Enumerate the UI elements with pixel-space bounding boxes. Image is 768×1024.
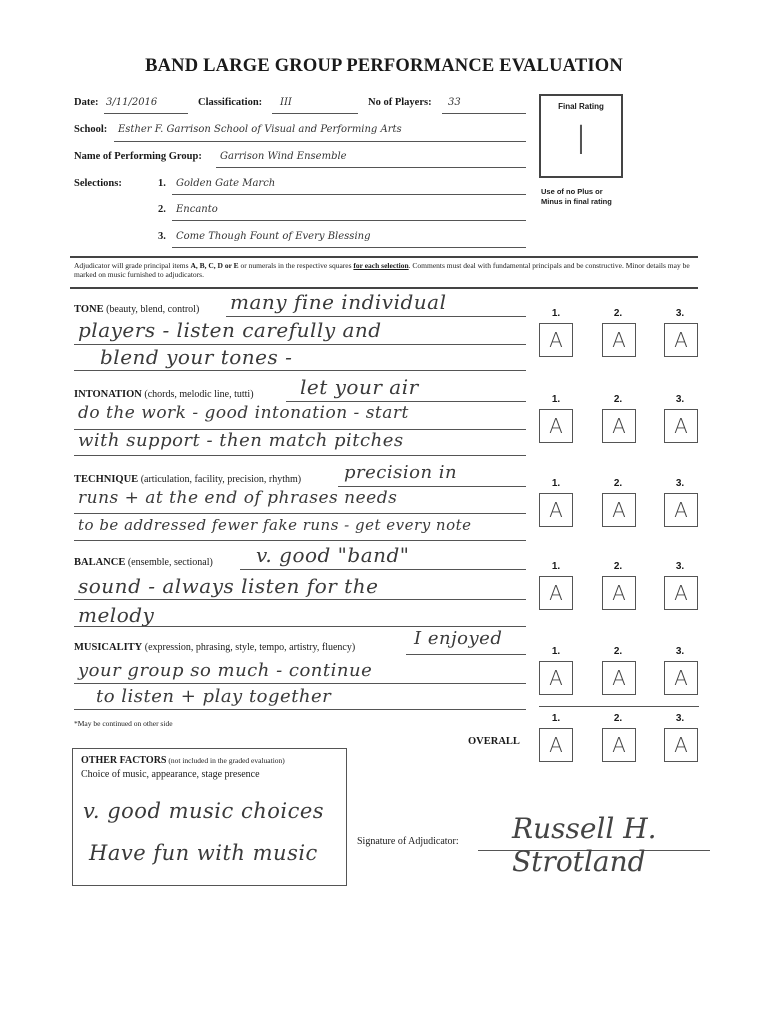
adjudicator-signature[interactable]: Russell H. Strotland: [512, 812, 657, 878]
column-number: 2.: [613, 561, 623, 572]
classification-underline: [272, 113, 358, 114]
comment-line[interactable]: let your air: [300, 375, 419, 399]
other-factors-subtitle: Choice of music, appearance, stage presence: [81, 769, 260, 780]
grade-box[interactable]: A: [664, 661, 698, 695]
instructions: Adjudicator will grade principal items A, B, C, D or E or numerals in the respective squares for each selection. Comments must deal with fundamental principals and be constructive. Minor details may be marked on music furnished to adjudicators.: [74, 261, 690, 279]
comment-underline: [74, 683, 526, 684]
category-desc: (chords, melodic line, tutti): [141, 389, 254, 400]
column-number: 2.: [613, 308, 623, 319]
comment-line[interactable]: runs + at the end of phrases needs: [78, 488, 398, 508]
other-factors-title: OTHER FACTORS: [81, 755, 167, 766]
comment-line[interactable]: players - listen carefully and: [78, 318, 382, 342]
group-value[interactable]: Garrison Wind Ensemble: [220, 151, 347, 162]
selection-title[interactable]: Golden Gate March: [176, 178, 276, 189]
comment-underline: [74, 540, 526, 541]
school-label: School:: [74, 124, 108, 135]
grade-box[interactable]: A: [602, 323, 636, 357]
column-number: 1.: [551, 646, 561, 657]
comment-line[interactable]: to be addressed fewer fake runs - get every note: [78, 516, 472, 534]
selection-underline: [172, 220, 526, 221]
signature-label: Signature of Adjudicator:: [357, 836, 459, 847]
comment-line[interactable]: sound - always listen for the: [78, 574, 379, 598]
comment-line[interactable]: blend your tones -: [100, 345, 293, 369]
comment-underline: [74, 626, 526, 627]
comment-underline: [74, 709, 526, 710]
other-factors-note: (not included in the graded evaluation): [166, 756, 285, 765]
column-number: 1.: [551, 561, 561, 572]
comment-underline: [226, 316, 526, 317]
category-desc: (beauty, blend, control): [103, 304, 200, 315]
column-number: 3.: [675, 478, 685, 489]
continued-note: *May be continued on other side: [74, 719, 173, 728]
grade-box[interactable]: A: [602, 661, 636, 695]
overall-label: OVERALL: [468, 736, 520, 747]
column-number: 3.: [675, 713, 685, 724]
column-number: 1.: [551, 713, 561, 724]
comment-underline: [74, 455, 526, 456]
overall-grade-box[interactable]: A: [664, 728, 698, 762]
column-number: 1.: [551, 308, 561, 319]
column-number: 2.: [613, 646, 623, 657]
column-number: 2.: [613, 394, 623, 405]
selection-underline: [172, 247, 526, 248]
final-rating-box[interactable]: [539, 94, 623, 178]
date-underline: [104, 113, 188, 114]
category-desc: (ensemble, sectional): [125, 557, 213, 568]
column-number: 1.: [551, 478, 561, 489]
comment-underline: [240, 569, 526, 570]
column-number: 2.: [613, 713, 623, 724]
classification-value[interactable]: III: [280, 97, 292, 108]
category-desc: (expression, phrasing, style, tempo, artistry, fluency): [142, 642, 356, 653]
comment-line[interactable]: melody: [78, 603, 155, 627]
players-value[interactable]: 33: [448, 97, 461, 108]
final-rating-value: I: [575, 118, 587, 164]
column-number: 3.: [675, 646, 685, 657]
comment-underline: [74, 370, 526, 371]
final-rating-caption: Final Rating: [558, 102, 604, 111]
comment-line[interactable]: your group so much - continue: [78, 660, 373, 681]
group-label: Name of Performing Group:: [74, 151, 202, 162]
column-number: 3.: [675, 394, 685, 405]
group-underline: [216, 167, 526, 168]
selection-title[interactable]: Encanto: [176, 204, 218, 215]
grade-box[interactable]: A: [664, 409, 698, 443]
category-desc: (articulation, facility, precision, rhythm): [138, 474, 302, 485]
selection-number: 2.: [158, 204, 166, 215]
grade-box[interactable]: A: [602, 493, 636, 527]
grade-box[interactable]: A: [539, 576, 573, 610]
selections-label: Selections:: [74, 178, 122, 189]
category-name: MUSICALITY: [74, 642, 143, 653]
comment-underline: [74, 513, 526, 514]
final-rating-note-1: Use of no Plus or: [541, 187, 603, 196]
comment-line[interactable]: with support - then match pitches: [78, 430, 404, 451]
column-number: 3.: [675, 561, 685, 572]
other-factors-comment: v. good music choices: [83, 799, 325, 823]
grade-box[interactable]: A: [539, 661, 573, 695]
divider: [70, 287, 698, 289]
grade-box[interactable]: A: [602, 576, 636, 610]
page-title: BAND LARGE GROUP PERFORMANCE EVALUATION: [145, 56, 623, 76]
grade-box[interactable]: A: [664, 323, 698, 357]
comment-underline: [286, 401, 526, 402]
grade-box[interactable]: A: [664, 576, 698, 610]
selection-title[interactable]: Come Though Fount of Every Blessing: [176, 231, 371, 242]
grade-box[interactable]: A: [602, 409, 636, 443]
comment-underline: [338, 486, 526, 487]
overall-rule: [539, 706, 699, 707]
selection-number: 1.: [158, 178, 166, 189]
category-name: TECHNIQUE: [74, 474, 139, 485]
comment-line[interactable]: to listen + play together: [96, 686, 332, 707]
selection-underline: [172, 194, 526, 195]
comment-underline: [406, 654, 526, 655]
players-underline: [442, 113, 526, 114]
school-underline: [114, 141, 526, 142]
overall-grade-box[interactable]: A: [539, 728, 573, 762]
comment-line[interactable]: precision in: [344, 462, 458, 483]
comment-line[interactable]: I enjoyed: [414, 628, 503, 649]
comment-line[interactable]: many fine individual: [230, 290, 447, 314]
grade-box[interactable]: A: [539, 409, 573, 443]
selection-number: 3.: [158, 231, 166, 242]
category-name: TONE: [74, 304, 104, 315]
overall-grade-box[interactable]: A: [602, 728, 636, 762]
other-factors-box[interactable]: [72, 748, 347, 886]
column-number: 1.: [551, 394, 561, 405]
date-label: Date:: [74, 97, 99, 108]
date-value[interactable]: 3/11/2016: [106, 97, 158, 108]
grade-box[interactable]: A: [539, 323, 573, 357]
classification-label: Classification:: [198, 97, 263, 108]
comment-line[interactable]: v. good "band": [256, 543, 410, 567]
players-label: No of Players:: [368, 97, 432, 108]
divider: [70, 256, 698, 258]
comment-underline: [74, 599, 526, 600]
grade-box[interactable]: A: [539, 493, 573, 527]
category-name: BALANCE: [74, 557, 126, 568]
school-value[interactable]: Esther F. Garrison School of Visual and Performing Arts: [118, 124, 402, 135]
comment-line[interactable]: do the work - good intonation - start: [78, 403, 409, 423]
other-factors-comment: Have fun with music: [89, 841, 318, 865]
column-number: 2.: [613, 478, 623, 489]
category-name: INTONATION: [74, 389, 142, 400]
column-number: 3.: [675, 308, 685, 319]
final-rating-note-2: Minus in final rating: [541, 197, 612, 206]
grade-box[interactable]: A: [664, 493, 698, 527]
